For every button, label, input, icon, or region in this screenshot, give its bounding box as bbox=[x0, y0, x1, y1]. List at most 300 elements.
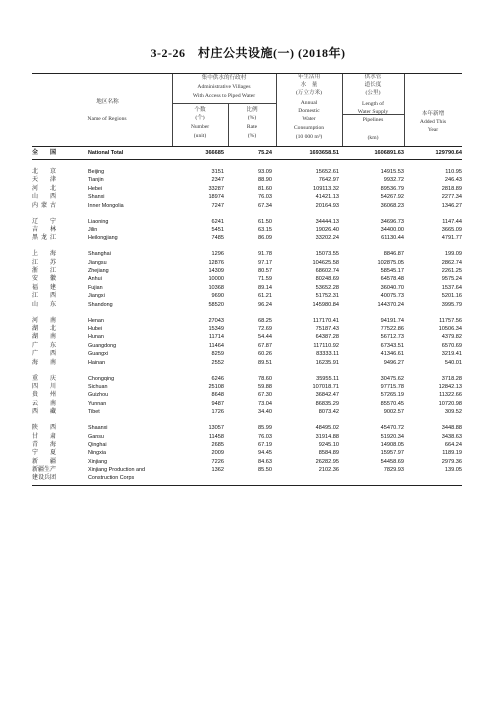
table-row bbox=[32, 259, 462, 267]
cell-added: 139.05 bbox=[444, 467, 462, 474]
cell-water: 107018.71 bbox=[312, 383, 339, 390]
cell-added: 3718.28 bbox=[441, 375, 462, 382]
cell-water: 1693658.51 bbox=[309, 150, 339, 156]
cell-added: 12842.13 bbox=[438, 383, 462, 390]
cell-water: 51752.31 bbox=[315, 293, 339, 300]
table-row bbox=[32, 234, 462, 242]
table-row bbox=[32, 275, 462, 283]
cell-water: 36842.47 bbox=[315, 392, 339, 399]
table-row bbox=[32, 400, 462, 408]
table-row bbox=[32, 202, 462, 210]
region-cn: 江 西 bbox=[32, 293, 60, 300]
cell-number: 8648 bbox=[211, 392, 224, 399]
region-en: Heilongjiang bbox=[88, 235, 118, 242]
cell-rate: 67.34 bbox=[258, 202, 272, 209]
cell-added: 2979.36 bbox=[441, 458, 462, 465]
region-cn: 青 海 bbox=[32, 441, 60, 448]
cell-water: 15652.61 bbox=[315, 168, 339, 175]
cell-added: 11757.56 bbox=[439, 317, 462, 324]
region-en: Shanghai bbox=[88, 251, 111, 258]
cell-pipeline: 144370.24 bbox=[377, 301, 404, 308]
region-cn: 河 北 bbox=[32, 185, 60, 192]
water-header-cn2: 水 量 bbox=[300, 82, 318, 88]
table-row bbox=[32, 474, 462, 482]
cell-pipeline: 61130.44 bbox=[381, 235, 404, 242]
cell-number: 6246 bbox=[211, 375, 224, 382]
cell-rate: 89.51 bbox=[258, 359, 272, 366]
cell-water: 16235.91 bbox=[315, 359, 339, 366]
statistics-table bbox=[32, 73, 462, 486]
cell-water: 104625.58 bbox=[312, 259, 339, 266]
cell-rate: 84.63 bbox=[258, 458, 272, 465]
cell-added: 129790.64 bbox=[435, 150, 462, 156]
cell-rate: 68.25 bbox=[258, 317, 272, 324]
cell-pipeline: 14908.05 bbox=[380, 441, 404, 448]
cell-pipeline: 67343.51 bbox=[380, 342, 404, 349]
cell-number: 11464 bbox=[208, 342, 224, 349]
cell-pipeline: 15957.97 bbox=[380, 450, 404, 457]
cell-added: 2862.74 bbox=[441, 259, 462, 266]
cell-added: 110.95 bbox=[445, 168, 462, 175]
cell-pipeline: 56712.73 bbox=[380, 334, 404, 341]
rate-header-unit: (%) bbox=[247, 115, 257, 121]
table-row bbox=[32, 176, 462, 184]
table-row bbox=[32, 185, 462, 193]
cell-added: 2277.34 bbox=[441, 194, 462, 201]
region-cn: 广 东 bbox=[32, 342, 60, 349]
cell-pipeline: 30475.62 bbox=[380, 375, 404, 382]
region-cn: 广 西 bbox=[32, 351, 60, 358]
cell-number: 2552 bbox=[211, 359, 224, 366]
cell-added: 309.52 bbox=[444, 409, 462, 416]
water-header-en1: Annual bbox=[300, 100, 318, 106]
number-header-unit-en: (unit) bbox=[193, 133, 207, 139]
cell-rate: 54.44 bbox=[258, 334, 272, 341]
cell-number: 10000 bbox=[208, 276, 224, 283]
table-row bbox=[32, 441, 462, 449]
region-cn: 建设兵团 bbox=[32, 475, 57, 482]
cell-rate: 97.17 bbox=[258, 259, 272, 266]
cell-water: 75187.43 bbox=[315, 326, 339, 333]
table-row bbox=[32, 391, 462, 399]
region-en: Yunnan bbox=[88, 400, 107, 407]
region-cn: 新 疆 bbox=[32, 458, 60, 465]
region-cn: 安 徽 bbox=[32, 276, 60, 283]
region-en: Xinjiang Production and bbox=[88, 467, 145, 474]
cell-added: 11322.66 bbox=[439, 392, 462, 399]
region-cn: 内蒙古 bbox=[32, 202, 60, 209]
cell-rate: 59.88 bbox=[258, 383, 272, 390]
cell-rate: 78.60 bbox=[258, 375, 272, 382]
cell-number: 2347 bbox=[211, 177, 224, 184]
region-header-en: Name of Regions bbox=[87, 116, 127, 122]
cell-number: 2009 bbox=[211, 450, 224, 457]
cell-added: 1346.27 bbox=[441, 202, 462, 209]
cell-pipeline: 89536.79 bbox=[380, 185, 404, 192]
cell-water: 117170.41 bbox=[312, 317, 339, 324]
cell-number: 13057 bbox=[208, 425, 224, 432]
region-cn: 湖 北 bbox=[32, 326, 60, 333]
region-en: Tibet bbox=[88, 409, 100, 416]
cell-added: 3438.63 bbox=[441, 433, 462, 440]
rate-header-cn: 比例 bbox=[246, 107, 258, 113]
region-cn: 甘 肃 bbox=[32, 433, 60, 440]
cell-pipeline: 94191.74 bbox=[380, 317, 404, 324]
cell-water: 109113.32 bbox=[312, 185, 339, 192]
table-row bbox=[32, 433, 462, 441]
pipe-header-en2: Water Supply bbox=[357, 109, 389, 115]
cell-pipeline: 34400.00 bbox=[380, 226, 404, 233]
cell-number: 18974 bbox=[208, 194, 224, 201]
cell-added: 3448.88 bbox=[441, 425, 462, 432]
cell-number: 12876 bbox=[208, 259, 224, 266]
region-cn: 吉 林 bbox=[32, 226, 60, 233]
table-row bbox=[32, 317, 462, 325]
table-row bbox=[32, 193, 462, 201]
villages-header-cn: 集中供水的行政村 bbox=[201, 75, 247, 81]
table-row bbox=[32, 250, 462, 258]
cell-rate: 85.99 bbox=[258, 425, 272, 432]
cell-water: 64387.28 bbox=[315, 334, 339, 341]
villages-header-en2: With Access to Piped Water bbox=[192, 93, 256, 99]
cell-added: 246.43 bbox=[444, 177, 462, 184]
cell-added: 2818.89 bbox=[441, 185, 462, 192]
cell-water: 48495.02 bbox=[315, 425, 339, 432]
cell-number: 7226 bbox=[211, 458, 224, 465]
cell-number: 14309 bbox=[208, 268, 224, 275]
region-cn: 海 南 bbox=[32, 359, 60, 366]
cell-water: 117110.92 bbox=[313, 342, 339, 349]
region-en: Liaoning bbox=[88, 218, 109, 225]
cell-number: 15349 bbox=[208, 326, 224, 333]
region-cn: 四 川 bbox=[32, 383, 60, 390]
region-cn: 山 东 bbox=[32, 301, 60, 308]
cell-number: 1362 bbox=[211, 467, 224, 474]
cell-number: 9690 bbox=[211, 293, 224, 300]
cell-rate: 93.09 bbox=[258, 168, 272, 175]
region-en: Jiangxi bbox=[88, 293, 105, 300]
table-header bbox=[32, 74, 462, 146]
table-row bbox=[32, 375, 462, 383]
region-en: National Total bbox=[88, 150, 124, 156]
cell-added: 1537.64 bbox=[441, 284, 462, 291]
region-en: Ningxia bbox=[88, 450, 106, 457]
region-cn: 云 南 bbox=[32, 400, 60, 407]
region-en: Chongqing bbox=[88, 375, 115, 382]
rate-header-unit-en: (%) bbox=[247, 133, 257, 139]
cell-number: 10368 bbox=[208, 284, 224, 291]
cell-pipeline: 45470.72 bbox=[380, 425, 404, 432]
region-cn: 重 庆 bbox=[32, 375, 60, 382]
cell-added: 3219.41 bbox=[441, 351, 462, 358]
cell-added: 10720.98 bbox=[438, 400, 462, 407]
cell-pipeline: 85570.45 bbox=[380, 400, 404, 407]
cell-pipeline: 54458.69 bbox=[380, 458, 404, 465]
cell-added: 664.24 bbox=[444, 441, 462, 448]
pipe-header-en4: (km) bbox=[367, 135, 379, 141]
region-en: Jiangsu bbox=[88, 259, 107, 266]
cell-water: 2102.36 bbox=[318, 467, 339, 474]
cell-number: 11458 bbox=[208, 433, 224, 440]
region-cn: 湖 南 bbox=[32, 334, 60, 341]
cell-rate: 71.59 bbox=[258, 276, 272, 283]
cell-rate: 76.03 bbox=[258, 433, 272, 440]
cell-pipeline: 14915.53 bbox=[380, 168, 404, 175]
cell-water: 8073.42 bbox=[318, 409, 339, 416]
added-header-en2: Year bbox=[427, 127, 439, 133]
rate-header-en: Rate bbox=[246, 124, 258, 130]
cell-number: 33287 bbox=[208, 185, 224, 192]
cell-number: 1726 bbox=[211, 409, 224, 416]
cell-pipeline: 9496.27 bbox=[383, 359, 404, 366]
region-en: Gansu bbox=[88, 433, 104, 440]
cell-number: 8259 bbox=[211, 351, 224, 358]
region-cn: 江 苏 bbox=[32, 259, 60, 266]
cell-number: 6241 bbox=[211, 218, 224, 225]
table-row bbox=[32, 267, 462, 275]
region-cn: 全 国 bbox=[32, 150, 60, 156]
region-en: Guizhou bbox=[88, 392, 109, 399]
table-row bbox=[32, 333, 462, 341]
region-en: Shaanxi bbox=[88, 425, 108, 432]
table-row bbox=[32, 424, 462, 432]
region-en: Guangxi bbox=[88, 351, 109, 358]
cell-pipeline: 34696.73 bbox=[380, 218, 404, 225]
cell-added: 4379.82 bbox=[441, 334, 462, 341]
cell-water: 35955.11 bbox=[316, 375, 339, 382]
cell-pipeline: 57265.19 bbox=[380, 392, 404, 399]
cell-rate: 96.24 bbox=[258, 301, 272, 308]
cell-number: 7485 bbox=[211, 235, 224, 242]
cell-added: 6570.69 bbox=[441, 342, 462, 349]
cell-water: 145980.84 bbox=[312, 301, 339, 308]
pipe-header-cn3: (公里) bbox=[365, 90, 381, 96]
cell-rate: 72.69 bbox=[258, 326, 272, 333]
cell-rate: 61.50 bbox=[258, 218, 272, 225]
cell-rate: 89.14 bbox=[258, 284, 272, 291]
water-header-cn3: (万立方米) bbox=[295, 90, 323, 96]
cell-number: 11714 bbox=[208, 334, 224, 341]
cell-added: 1147.44 bbox=[442, 218, 462, 225]
region-cn: 宁 夏 bbox=[32, 450, 60, 457]
region-en: Shandong bbox=[88, 301, 113, 308]
region-en: Guangdong bbox=[88, 342, 117, 349]
cell-added: 3665.09 bbox=[441, 226, 462, 233]
villages-header-en1: Administrative Villages bbox=[197, 84, 251, 90]
region-en: Fujian bbox=[88, 284, 103, 291]
cell-water: 86835.29 bbox=[315, 400, 339, 407]
region-cn: 北 京 bbox=[32, 168, 60, 175]
region-en: Qinghai bbox=[88, 441, 107, 448]
cell-water: 41421.13 bbox=[315, 194, 339, 201]
table-row bbox=[32, 359, 462, 367]
table-row bbox=[32, 301, 462, 309]
cell-rate: 91.78 bbox=[258, 251, 272, 258]
region-cn: 黑龙江 bbox=[32, 235, 60, 242]
table-row bbox=[32, 284, 462, 292]
cell-water: 80248.69 bbox=[315, 276, 339, 283]
region-en: Anhui bbox=[88, 276, 102, 283]
region-en: Henan bbox=[88, 317, 104, 324]
cell-rate: 94.45 bbox=[258, 450, 272, 457]
cell-number: 25108 bbox=[208, 383, 224, 390]
cell-rate: 67.87 bbox=[258, 342, 272, 349]
region-cn: 贵 州 bbox=[32, 392, 60, 399]
cell-pipeline: 64578.48 bbox=[380, 276, 404, 283]
cell-pipeline: 36068.23 bbox=[380, 202, 404, 209]
cell-water: 31914.88 bbox=[315, 433, 339, 440]
cell-number: 2685 bbox=[211, 441, 224, 448]
pipe-header-en3: Pipelines bbox=[362, 117, 384, 123]
table-row bbox=[32, 325, 462, 333]
region-en: Sichuan bbox=[88, 383, 108, 390]
cell-added: 4791.77 bbox=[441, 235, 462, 242]
cell-water: 83333.11 bbox=[316, 351, 339, 358]
cell-number: 5451 bbox=[211, 226, 224, 233]
cell-water: 33202.24 bbox=[315, 235, 339, 242]
cell-added: 5201.16 bbox=[441, 293, 462, 300]
cell-number: 3151 bbox=[211, 168, 224, 175]
cell-number: 1296 bbox=[211, 251, 224, 258]
table-row bbox=[32, 466, 462, 474]
cell-number: 9487 bbox=[211, 400, 224, 407]
table-row-national bbox=[32, 149, 462, 157]
cell-rate: 75.24 bbox=[258, 150, 272, 156]
cell-number: 27043 bbox=[208, 317, 224, 324]
region-en: Inner Mongolia bbox=[88, 202, 124, 209]
region-cn: 上 海 bbox=[32, 251, 60, 258]
cell-rate: 67.30 bbox=[258, 392, 272, 399]
cell-pipeline: 51920.34 bbox=[380, 433, 404, 440]
cell-added: 10506.34 bbox=[438, 326, 462, 333]
cell-number: 366685 bbox=[205, 150, 224, 156]
region-en: Construction Corps bbox=[88, 475, 135, 482]
cell-water: 53652.28 bbox=[315, 284, 339, 291]
number-header-en: Number bbox=[190, 124, 210, 130]
region-cn: 辽 宁 bbox=[32, 218, 60, 225]
region-cn: 西 藏 bbox=[32, 409, 60, 416]
cell-added: 1189.19 bbox=[442, 450, 462, 457]
cell-pipeline: 36040.70 bbox=[380, 284, 404, 291]
cell-rate: 76.03 bbox=[258, 194, 272, 201]
table-row bbox=[32, 226, 462, 234]
cell-pipeline: 41346.61 bbox=[380, 351, 404, 358]
cell-water: 68602.74 bbox=[315, 268, 339, 275]
cell-pipeline: 77522.86 bbox=[380, 326, 404, 333]
number-header-cn: 个数 bbox=[194, 107, 206, 113]
water-header-en5: (10 000 m³) bbox=[295, 134, 323, 140]
region-en: Beijing bbox=[88, 168, 105, 175]
page-title: 3-2-26 村庄公共设施(一) (2018年) bbox=[150, 46, 346, 60]
region-en: Shanxi bbox=[88, 194, 105, 201]
number-header-unit: (个) bbox=[195, 115, 205, 121]
pipe-header-cn1: 供水管 bbox=[364, 74, 382, 80]
cell-added: 2261.25 bbox=[441, 268, 462, 275]
region-cn: 天 津 bbox=[32, 177, 60, 184]
region-cn: 福 建 bbox=[32, 284, 60, 291]
region-en: Zhejiang bbox=[88, 268, 109, 275]
region-header-cn: 地区名称 bbox=[96, 99, 119, 105]
cell-pipeline: 54267.92 bbox=[380, 194, 404, 201]
water-header-en3: Water bbox=[302, 116, 316, 122]
cell-pipeline: 9002.57 bbox=[383, 409, 404, 416]
water-header-cn1: 年生活用 bbox=[297, 74, 321, 80]
water-header-en4: Consumption bbox=[293, 125, 325, 131]
cell-water: 20164.93 bbox=[315, 202, 339, 209]
cell-water: 19026.40 bbox=[315, 226, 339, 233]
cell-added: 9575.24 bbox=[441, 276, 462, 283]
cell-rate: 60.26 bbox=[258, 351, 272, 358]
cell-water: 8584.89 bbox=[318, 450, 339, 457]
table-body bbox=[32, 149, 462, 483]
region-cn: 河 南 bbox=[32, 317, 60, 324]
cell-pipeline: 58545.17 bbox=[380, 268, 404, 275]
cell-water: 7642.97 bbox=[318, 177, 339, 184]
cell-water: 15073.55 bbox=[315, 251, 339, 258]
region-cn: 浙 江 bbox=[32, 268, 60, 275]
table-row bbox=[32, 292, 462, 300]
cell-rate: 67.19 bbox=[258, 441, 272, 448]
cell-water: 34444.13 bbox=[315, 218, 339, 225]
cell-added: 199.09 bbox=[444, 251, 462, 258]
added-header-en1: Added This bbox=[419, 119, 447, 125]
cell-pipeline: 1606891.63 bbox=[374, 150, 404, 156]
cell-pipeline: 40075.73 bbox=[380, 293, 404, 300]
cell-pipeline: 97715.78 bbox=[380, 383, 404, 390]
region-en: Tianjin bbox=[88, 177, 104, 184]
cell-pipeline: 9932.72 bbox=[383, 177, 404, 184]
region-en: Hunan bbox=[88, 334, 104, 341]
cell-water: 9245.10 bbox=[318, 441, 339, 448]
table-row bbox=[32, 458, 462, 466]
cell-rate: 34.40 bbox=[258, 409, 272, 416]
cell-number: 58520 bbox=[208, 301, 224, 308]
table-row bbox=[32, 449, 462, 457]
cell-rate: 61.21 bbox=[258, 293, 272, 300]
cell-added: 540.01 bbox=[444, 359, 462, 366]
cell-rate: 73.04 bbox=[258, 400, 272, 407]
cell-water: 26282.95 bbox=[315, 458, 339, 465]
cell-rate: 63.15 bbox=[258, 226, 272, 233]
cell-rate: 85.50 bbox=[258, 467, 272, 474]
region-en: Hubei bbox=[88, 326, 103, 333]
cell-rate: 88.90 bbox=[258, 177, 272, 184]
cell-pipeline: 8846.87 bbox=[383, 251, 404, 258]
cell-rate: 81.60 bbox=[258, 185, 272, 192]
region-cn: 新疆生产 bbox=[32, 467, 57, 474]
region-cn: 山 西 bbox=[32, 194, 60, 201]
table-row bbox=[32, 218, 462, 226]
region-en: Hainan bbox=[88, 359, 106, 366]
cell-added: 3995.79 bbox=[441, 301, 462, 308]
region-cn: 陕 西 bbox=[32, 425, 60, 432]
cell-pipeline: 7829.93 bbox=[383, 467, 404, 474]
cell-pipeline: 102875.05 bbox=[377, 259, 404, 266]
region-en: Xinjiang bbox=[88, 458, 108, 465]
region-en: Jilin bbox=[88, 226, 98, 233]
added-header-cn: 本年新增 bbox=[421, 111, 445, 117]
table-row bbox=[32, 408, 462, 416]
table-row bbox=[32, 383, 462, 391]
cell-rate: 86.09 bbox=[258, 235, 272, 242]
table-row bbox=[32, 168, 462, 176]
pipe-header-en1: Length of bbox=[362, 101, 384, 107]
region-en: Hebei bbox=[88, 185, 103, 192]
pipe-header-cn2: 道长度 bbox=[364, 82, 382, 88]
table-row bbox=[32, 342, 462, 350]
table-row bbox=[32, 350, 462, 358]
cell-number: 7247 bbox=[211, 202, 224, 209]
